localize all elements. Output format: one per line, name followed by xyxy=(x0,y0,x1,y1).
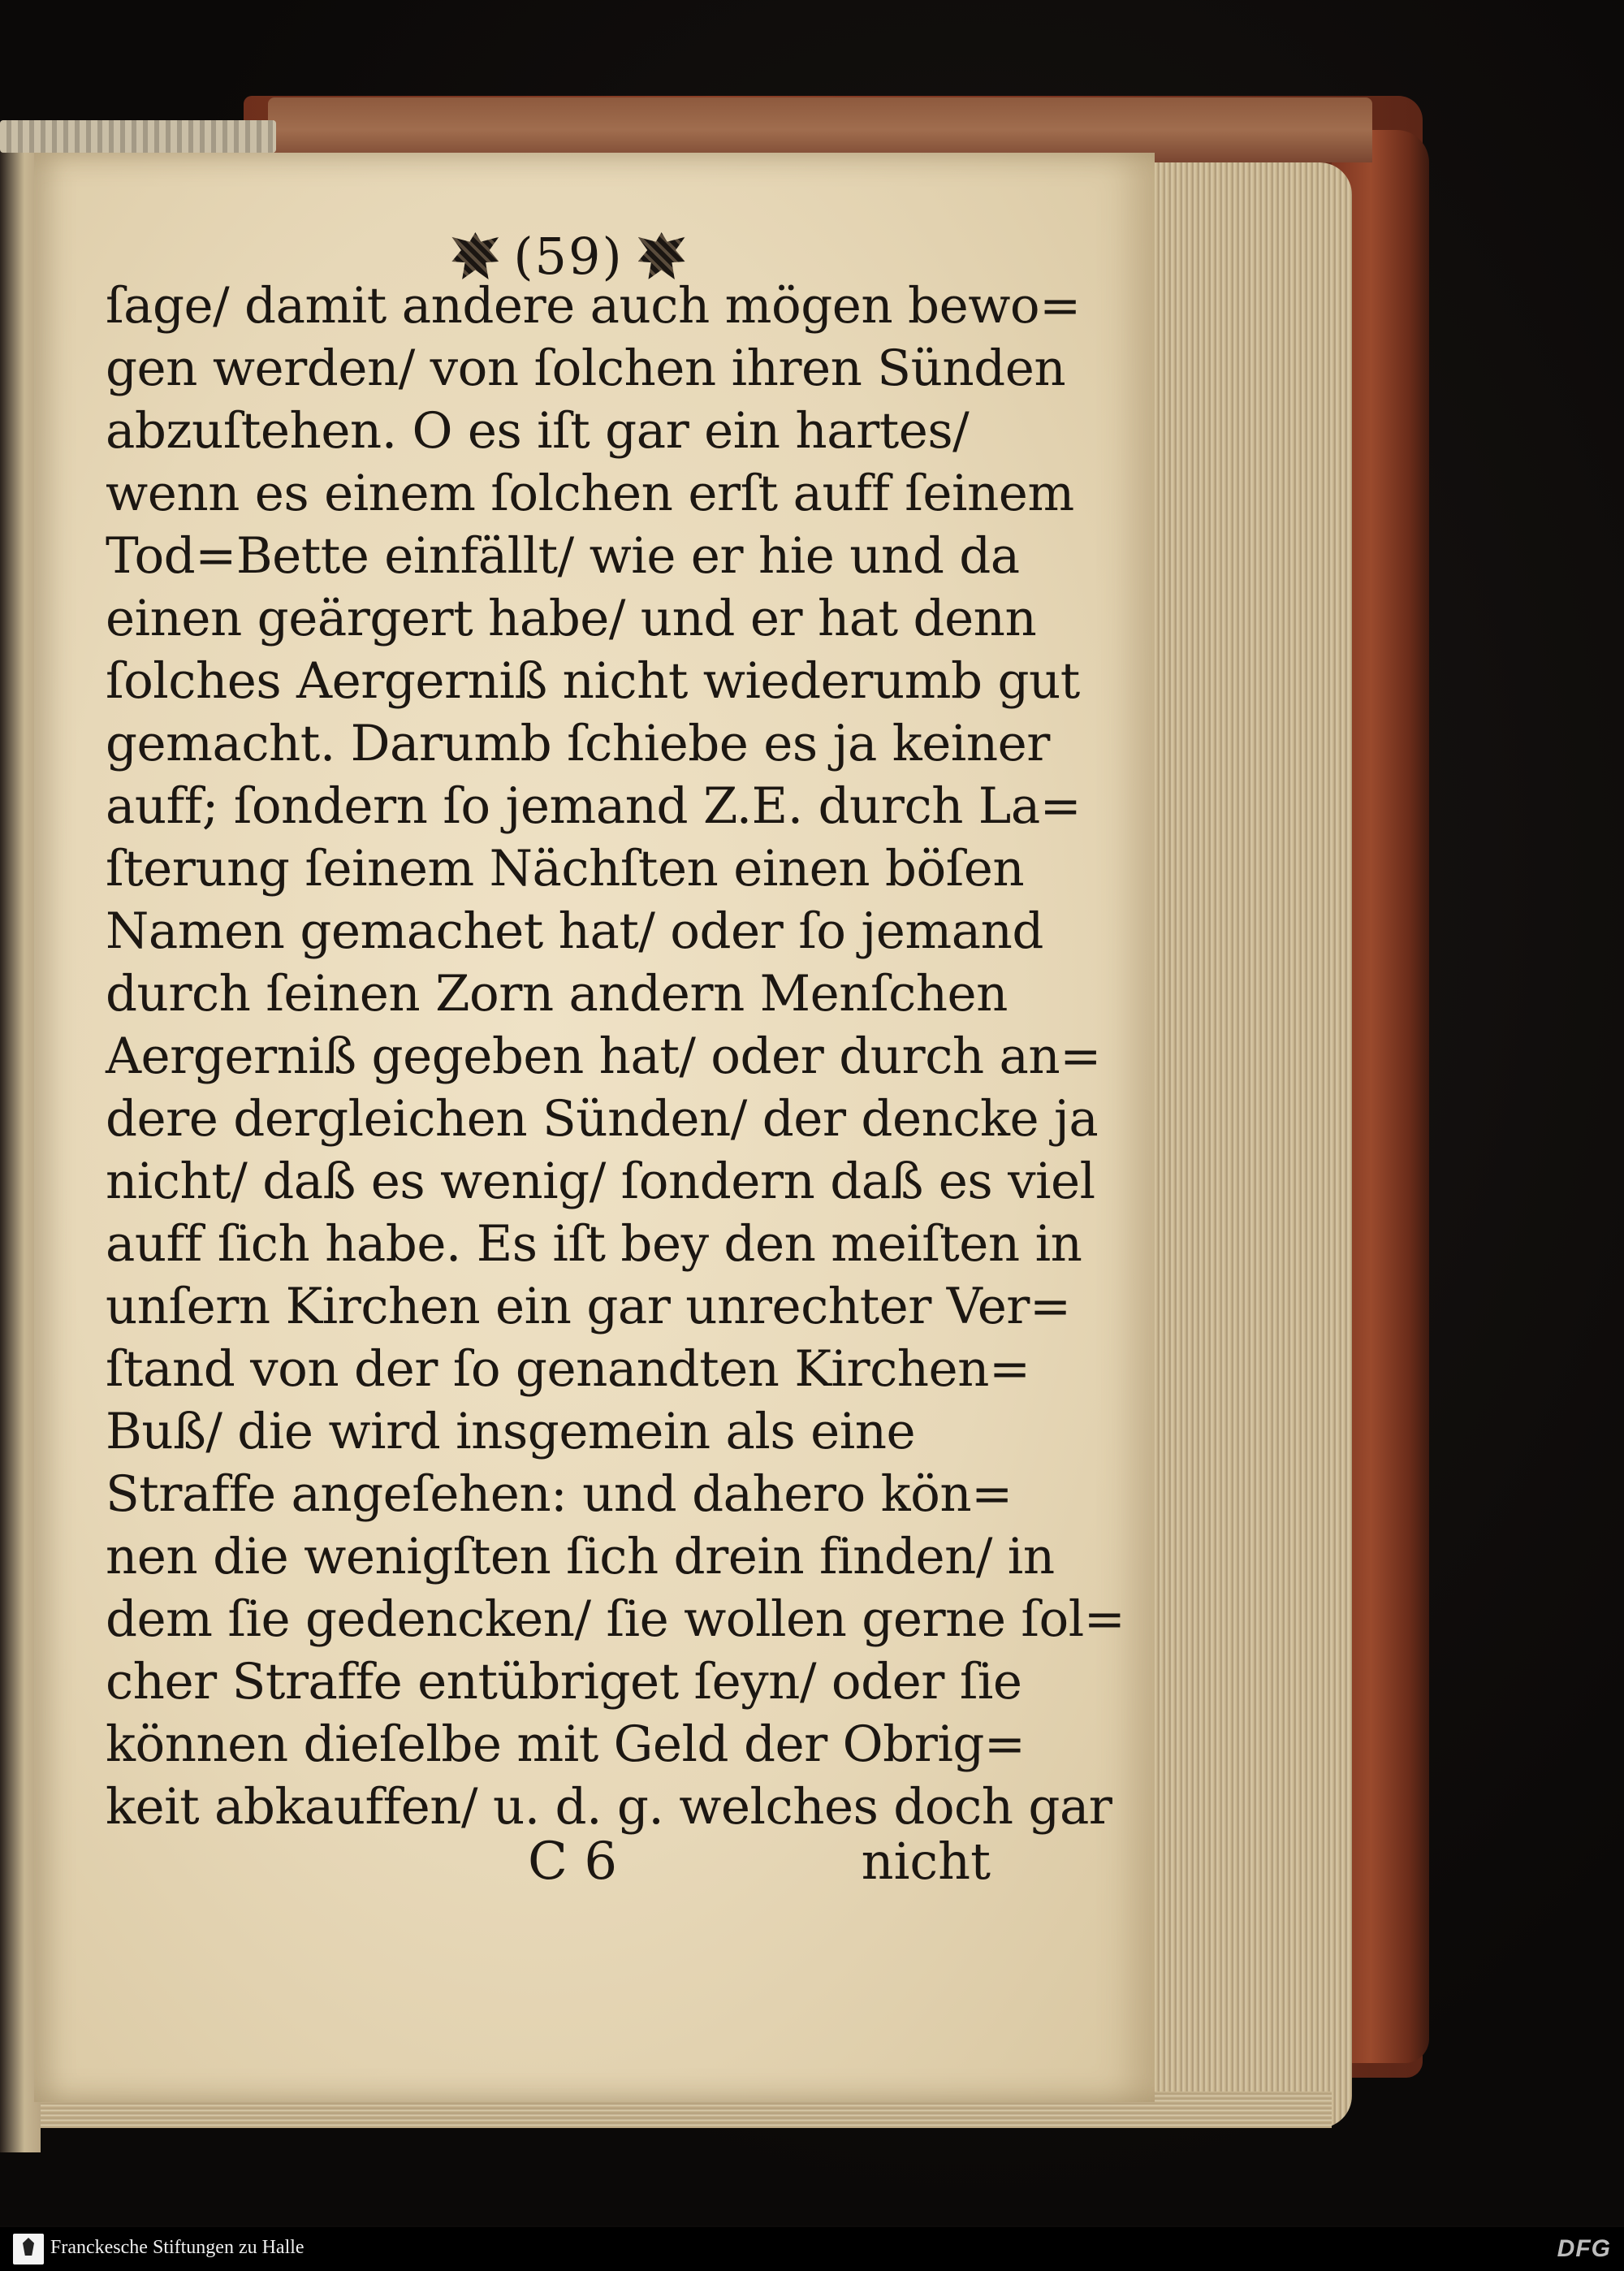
text-line: gen werden/ von ſolchen ihren Sünden xyxy=(106,340,1066,397)
signature-mark: C 6 xyxy=(528,1832,618,1892)
body-text xyxy=(106,275,1125,1838)
text-line: dem ſie gedencken/ ſie wollen gerne ſol= xyxy=(106,1590,1125,1648)
text-line: Tod=Bette einfällt/ wie er hie und da xyxy=(106,527,1020,585)
institution-logo-icon xyxy=(13,2234,44,2265)
fleuron-icon xyxy=(638,232,685,279)
text-line: ſterung ſeinem Nächſten einen böſen xyxy=(106,840,1025,898)
text-line: durch ſeinen Zorn andern Menſchen xyxy=(106,965,1008,1023)
page-fore-edge xyxy=(1149,162,1352,2128)
text-line: Namen gemachet hat/ oder ſo jemand xyxy=(106,902,1043,960)
page-footer-marks xyxy=(106,1832,991,1905)
viewer-footer-bar xyxy=(0,2227,1624,2271)
text-line: Buß/ die wird insgemein als eine xyxy=(106,1403,916,1460)
text-line: nicht/ daß es wenig/ ſondern daß es viel xyxy=(106,1153,1095,1210)
catchword: nicht xyxy=(861,1832,991,1891)
text-line: wenn es einem ſolchen erſt auff ſeinem xyxy=(106,465,1074,522)
page-number: (59) xyxy=(513,226,624,286)
text-line: gemacht. Darumb ſchiebe es ja keiner xyxy=(106,715,1050,772)
text-line: Straffe angeſehen: und dahero kön= xyxy=(106,1465,1013,1523)
text-line: cher Straffe entübriget ſeyn/ oder ſie xyxy=(106,1653,1022,1711)
text-line: auff; ſondern ſo jemand Z.E. durch La= xyxy=(106,777,1082,835)
institution-name: Franckesche Stiftungen zu Halle xyxy=(50,2237,304,2258)
text-line: Aergerniß gegeben hat/ oder durch an= xyxy=(106,1027,1101,1085)
text-line: können dieſelbe mit Geld der Obrig= xyxy=(106,1715,1026,1773)
text-line: ſtand von der ſo genandten Kirchen= xyxy=(106,1340,1030,1398)
fleuron-icon xyxy=(451,232,499,279)
text-line: abzuſtehen. O es iſt gar ein hartes/ xyxy=(106,402,970,460)
text-line: einen geärgert habe/ und er hat denn xyxy=(106,590,1037,647)
headband xyxy=(0,120,276,153)
text-line: dere dergleichen Sünden/ der dencke ja xyxy=(106,1090,1099,1148)
dfg-logo: DFG xyxy=(1557,2235,1611,2262)
text-line: ſolches Aergerniß nicht wiederumb gut xyxy=(106,652,1080,710)
text-line: keit abkauffen/ u. d. g. welches doch gar xyxy=(106,1778,1112,1836)
text-line: auff ſich habe. Es iſt bey den meiſten in xyxy=(106,1215,1082,1273)
text-line: nen die wenigſten ſich drein finden/ in xyxy=(106,1528,1055,1585)
text-line: unſern Kirchen ein gar unrechter Ver= xyxy=(106,1278,1071,1335)
text-line: ſage/ damit andere auch mögen bewo= xyxy=(106,277,1081,335)
